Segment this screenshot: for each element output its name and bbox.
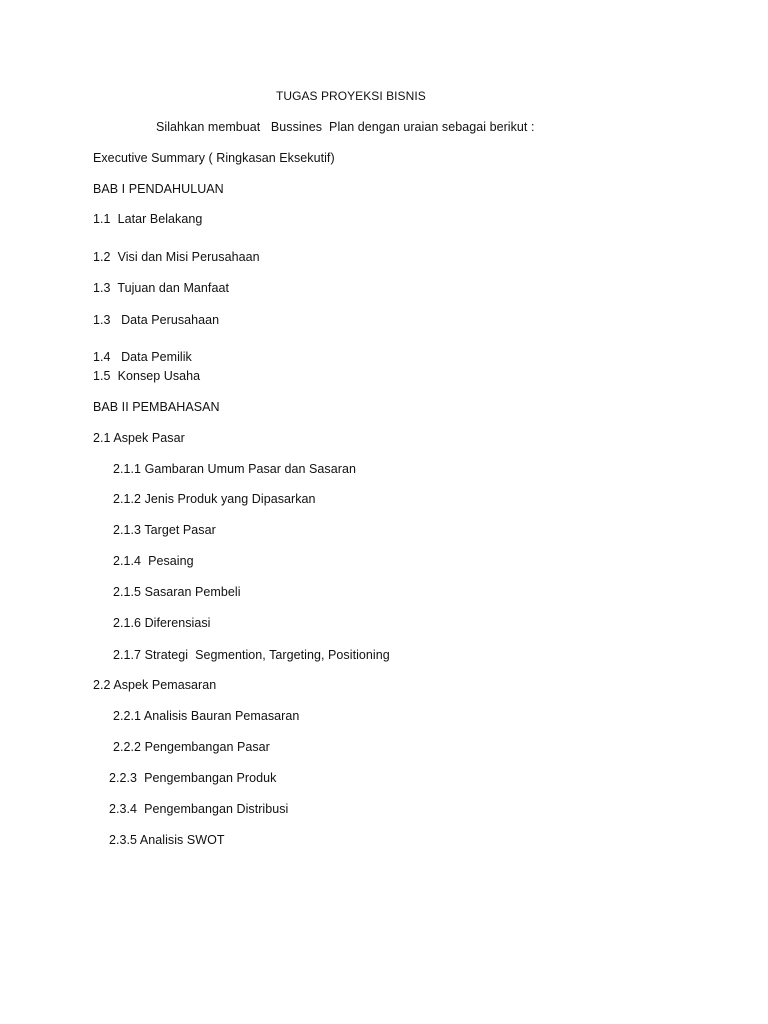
document-title: TUGAS PROYEKSI BISNIS [276, 89, 426, 103]
aspek-pasar-item-2-1-2: 2.1.2 Jenis Produk yang Dipasarkan [113, 492, 316, 506]
document-intro: Silahkan membuat Bussines Plan dengan uraian sebagai berikut : [156, 120, 535, 134]
aspek-pasar-item-2-1-6: 2.1.6 Diferensiasi [113, 616, 211, 630]
aspek-pemasaran-item-2-2-2: 2.2.2 Pengembangan Pasar [113, 740, 270, 754]
executive-summary-heading: Executive Summary ( Ringkasan Eksekutif) [93, 151, 335, 165]
bab1-item-1-4: 1.4 Data Pemilik [93, 350, 192, 364]
bab1-item-1-3-tujuan: 1.3 Tujuan dan Manfaat [93, 281, 229, 295]
aspek-pasar-item-2-1-4: 2.1.4 Pesaing [113, 554, 194, 568]
aspek-pemasaran-item-2-3-5: 2.3.5 Analisis SWOT [109, 833, 225, 847]
bab2-heading: BAB II PEMBAHASAN [93, 400, 220, 414]
aspek-pasar-heading: 2.1 Aspek Pasar [93, 431, 185, 445]
bab1-heading: BAB I PENDAHULUAN [93, 182, 224, 196]
aspek-pasar-item-2-1-3: 2.1.3 Target Pasar [113, 523, 216, 537]
bab1-item-1-1: 1.1 Latar Belakang [93, 212, 203, 226]
aspek-pemasaran-item-2-2-3: 2.2.3 Pengembangan Produk [109, 771, 277, 785]
bab1-item-1-2: 1.2 Visi dan Misi Perusahaan [93, 250, 260, 264]
aspek-pemasaran-heading: 2.2 Aspek Pemasaran [93, 678, 217, 692]
aspek-pasar-item-2-1-7: 2.1.7 Strategi Segmention, Targeting, Positioning [113, 648, 390, 662]
aspek-pemasaran-item-2-2-1: 2.2.1 Analisis Bauran Pemasaran [113, 709, 300, 723]
bab1-item-1-5: 1.5 Konsep Usaha [93, 369, 201, 383]
aspek-pasar-item-2-1-5: 2.1.5 Sasaran Pembeli [113, 585, 241, 599]
bab1-item-1-3-data: 1.3 Data Perusahaan [93, 313, 220, 327]
aspek-pemasaran-item-2-3-4: 2.3.4 Pengembangan Distribusi [109, 802, 289, 816]
aspek-pasar-item-2-1-1: 2.1.1 Gambaran Umum Pasar dan Sasaran [113, 462, 356, 476]
